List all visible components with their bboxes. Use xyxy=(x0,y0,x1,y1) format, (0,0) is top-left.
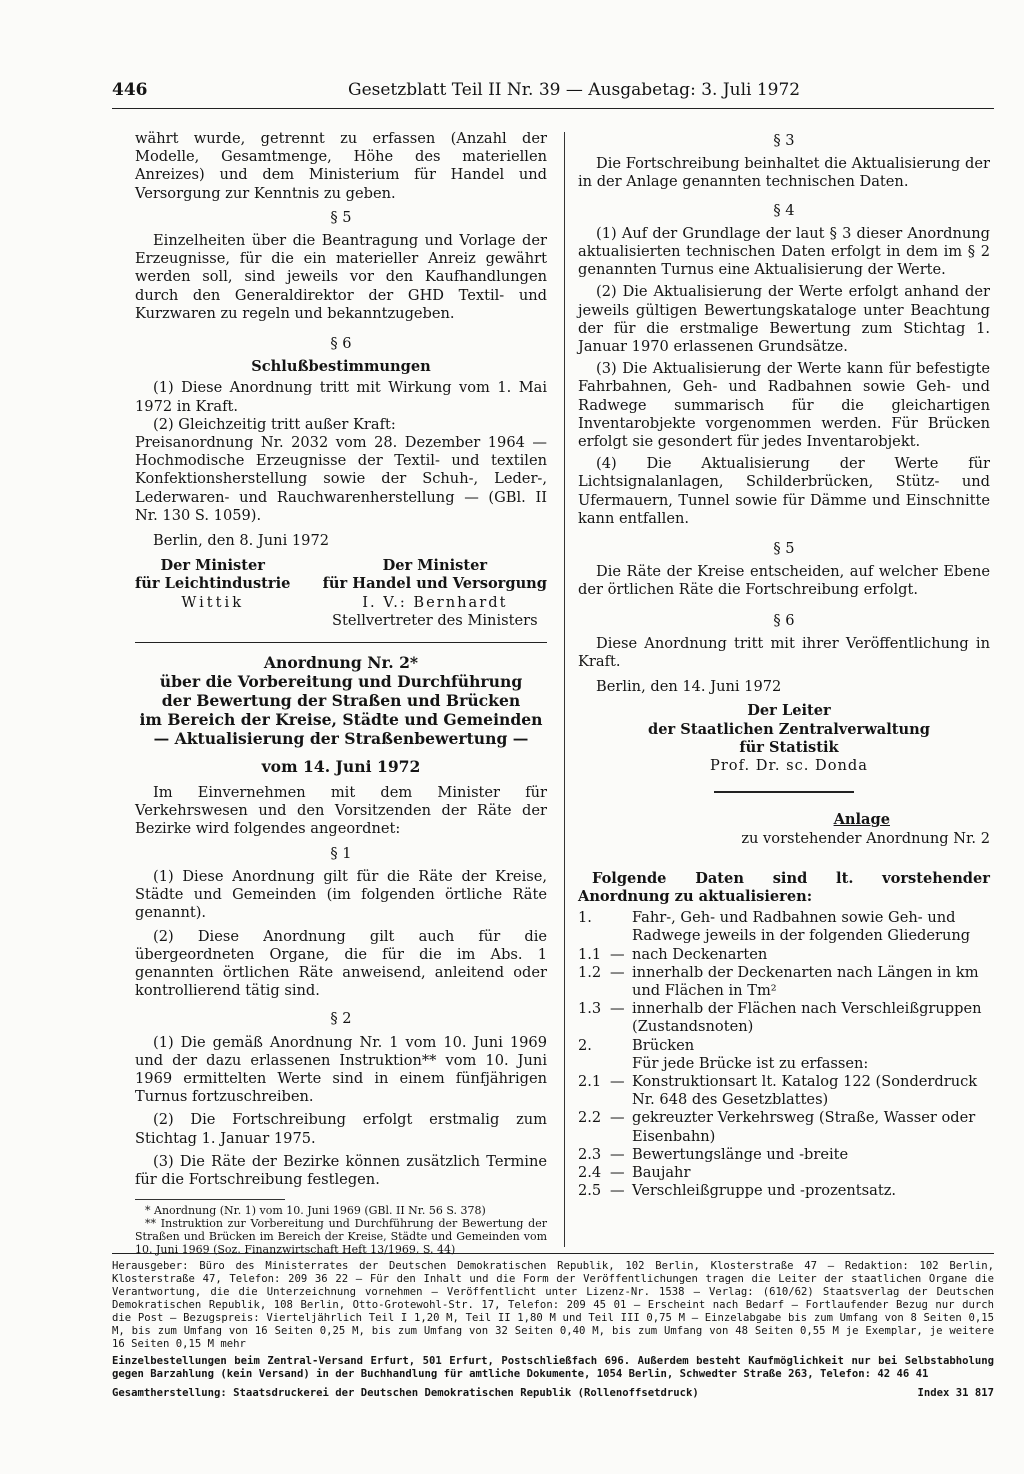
right-column xyxy=(578,132,990,1200)
signatory-title: Der Minister xyxy=(382,557,488,575)
ordinance-title-line: Anordnung Nr. 2* xyxy=(263,653,419,673)
paragraph: (4) Die Aktualisierung der Werte für Lichtsignalanlagen, Schilderbrücken, Stütz- und Ufermauern, Tunnel sowie für Dämme und Einschnitte kann entfallen. xyxy=(578,455,990,527)
separator-rule xyxy=(714,791,854,793)
section-heading: § 5 xyxy=(330,208,352,226)
place-date: Berlin, den 14. Juni 1972 xyxy=(596,678,782,696)
footnote: * Anordnung (Nr. 1) vom 10. Juni 1969 (GBl. II Nr. 56 S. 378) xyxy=(145,1204,486,1218)
signatory-office: der Staatlichen Zentralverwaltung xyxy=(648,720,930,738)
paragraph: (1) Diese Anordnung gilt für die Räte der Kreise, Städte und Gemeinden (im folgenden örtliche Räte genannt). xyxy=(135,867,547,922)
signature-block xyxy=(135,557,547,630)
paragraph: (3) Die Aktualisierung der Werte kann für befestigte Fahrbahnen, Geh- und Radbahnen sowie Geh- und Radwege summarisch für die gleichartigen Inventarobjekte vorgenommen werden. Für Brücken erfolgt sie gesondert für jedes Inventarobjekt. xyxy=(578,360,990,451)
place-date: Berlin, den 8. Juni 1972 xyxy=(153,532,330,550)
list-item: 1.2 — innerhalb der Deckenarten nach Längen in km und Flächen in Tm² xyxy=(578,963,979,999)
signature-right xyxy=(323,557,547,630)
paragraph: Im Einvernehmen mit dem Minister für Verkehrswesen und den Vorsitzenden der Räte der Bezirke wird folgendes angeordnet: xyxy=(135,784,547,838)
annex-heading: Folgende Daten sind lt. vorstehender Anordnung zu aktualisieren: xyxy=(578,869,990,905)
signatory-role: Stellvertreter des Ministers xyxy=(332,611,538,629)
section-heading: § 6 xyxy=(330,335,352,353)
continued-text: währt wurde, getrennt zu erfassen (Anzahl der Modelle, Gesamtmenge, Höhe des materiellen Anreizes) und dem Ministerium für Handel und Versorgung zur Kenntnis zu geben. xyxy=(135,130,547,202)
signature-left xyxy=(135,557,290,630)
paragraph: (1) Die gemäß Anordnung Nr. 1 vom 10. Juni 1969 und der dazu erlassenen Instruktion** vom 10. Juni 1969 ermittelten Werte sind in einem fünfjährigen Turnus fortzuschreiben. xyxy=(135,1033,547,1106)
annex-title: Anlage xyxy=(833,811,890,829)
list-item: 1.3 — innerhalb der Flächen nach Verschleißgruppen (Zustandsnoten) xyxy=(578,1000,982,1036)
imprint-order-info: Einzelbestellungen beim Zentral-Versand Erfurt, 501 Erfurt, Postschließfach 696. Außerdem besteht Kaufmöglichkeit nur bei Selbstabholung gegen Barzahlung (kein Versand) in der Buchhandlung für amtliche Dokumente, 1054 Berlin, Schwedter Straße 263, Telefon: 42 46 41 xyxy=(112,1355,994,1380)
ordinance-date: vom 14. Juni 1972 xyxy=(261,757,421,777)
list-item: Für jede Brücke ist zu erfassen: xyxy=(632,1054,869,1072)
list-item: 2.3 — Bewertungslänge und -breite xyxy=(578,1145,849,1163)
list-item: 2.2 — gekreuzter Verkehrsweg (Straße, Wasser oder Eisenbahn) xyxy=(578,1109,976,1145)
section-heading: § 6 xyxy=(773,611,795,629)
ordinance-title-line: im Bereich der Kreise, Städte und Gemeinden xyxy=(139,710,543,730)
list-item: 2.1 — Konstruktionsart lt. Katalog 122 (Sonderdruck Nr. 648 des Gesetzblattes) xyxy=(578,1072,978,1109)
ordinance-title-line: über die Vorbereitung und Durchführung xyxy=(159,672,523,692)
index-number: Index 31 817 xyxy=(917,1387,994,1399)
list-item: 1.1 — nach Deckenarten xyxy=(578,945,768,963)
header-title: Gesetzblatt Teil II Nr. 39 — Ausgabetag: 3. Juli 1972 xyxy=(348,80,801,100)
section-heading: § 1 xyxy=(330,844,352,862)
paragraph: (2) Die Fortschreibung erfolgt erstmalig zum Stichtag 1. Januar 1975. xyxy=(135,1111,547,1147)
section-heading: § 5 xyxy=(773,540,795,558)
column-divider xyxy=(564,132,565,1247)
signatory-name: Wittik xyxy=(181,593,245,611)
section-title: Schlußbestimmungen xyxy=(251,358,431,376)
imprint xyxy=(112,1253,994,1400)
header-rule xyxy=(112,108,994,109)
footnote-rule xyxy=(135,1199,285,1200)
footnote: ** Instruktion zur Vorbereitung und Durchführung der Bewertung der Straßen und Brücken im Bereich der Kreise, Städte und Gemeinden vom 10. Juni 1969 (Soz. Finanzwirtschaft Heft 13/1969, S. 44) xyxy=(135,1217,547,1257)
page-number: 446 xyxy=(112,80,148,100)
signature-block xyxy=(588,702,990,775)
signatory-name: I. V.: Bernhardt xyxy=(362,593,508,611)
list-item: 1. Fahr-, Geh- und Radbahnen sowie Geh- und Radwege jeweils in der folgenden Gliederung xyxy=(578,909,971,945)
signatory-title: Der Leiter xyxy=(747,702,831,720)
section-heading: § 4 xyxy=(773,201,795,219)
signatory-title: Der Minister xyxy=(160,557,265,575)
paragraph: Diese Anordnung tritt mit ihrer Veröffentlichung in Kraft. xyxy=(578,634,990,671)
list-item: 2.5 — Verschleißgruppe und -prozentsatz. xyxy=(578,1182,897,1200)
separator-rule xyxy=(135,642,547,643)
annex-subtitle: zu vorstehender Anordnung Nr. 2 xyxy=(741,829,990,847)
paragraph: (3) Die Räte der Bezirke können zusätzlich Termine für die Fortschreibung festlegen. xyxy=(135,1152,547,1188)
ordinance-title-line: der Bewertung der Straßen und Brücken xyxy=(161,691,521,711)
footnotes xyxy=(135,1204,547,1256)
imprint-text: Herausgeber: Büro des Ministerrates der Deutschen Demokratischen Republik, 102 Berlin, Klosterstraße 47 — Redaktion: 102 Berlin, Klosterstraße 47, Telefon: 209 36 22 — Für den Inhalt und die Form der Veröffentlichungen tragen die Leiter der staatlichen Organe die Verantwortung, die die Unterzeichnung vornehmen — Veröffentlicht unter Lizenz-Nr. 1538 — Verlag: (610/62) Staatsverlag der Deutschen Demokratischen Republik, 108 Berlin, Otto-Grotewohl-Str. 17, Telefon: 209 45 01 — Erscheint nach Bedarf — Fortlaufender Bezug nur durch die Post — Bezugspreis: Vierteljährlich Teil I 1,20 M, Teil II 1,80 M und Teil III 0,75 M — Einzelabgabe bis zum Umfang von 8 Seiten 0,15 M, bis zum Umfang von 16 Seiten 0,25 M, bis zum Umfang von 32 Seiten 0,40 M, bis zum Umfang von 48 Seiten 0,55 M je Exemplar, je weitere 16 Seiten 0,15 M mehr xyxy=(112,1260,994,1350)
list-item: 2.4 — Baujahr xyxy=(578,1163,691,1181)
ordinance-title-line: — Aktualisierung der Straßenbewertung — xyxy=(153,729,529,749)
signatory-office: für Leichtindustrie xyxy=(135,575,291,593)
paragraph: (2) Gleichzeitig tritt außer Kraft: xyxy=(153,415,396,433)
printer-info: Gesamtherstellung: Staatsdruckerei der Deutschen Demokratischen Republik (Rollenoffsetdruck) xyxy=(112,1387,699,1399)
left-column xyxy=(135,130,547,1256)
paragraph: (2) Die Aktualisierung der Werte erfolgt anhand der jeweils gültigen Bewertungskataloge unter Beachtung der für die erstmalige Bewertung zum Stichtag 1. Januar 1970 erlassenen Grundsätze. xyxy=(578,283,990,356)
paragraph: Die Fortschreibung beinhaltet die Aktualisierung der in der Anlage genannten technischen Daten. xyxy=(578,155,990,191)
signatory-name: Prof. Dr. sc. Donda xyxy=(710,757,868,775)
paragraph: Preisanordnung Nr. 2032 vom 28. Dezember 1964 — Hochmodische Erzeugnisse der Textil- und textilen Konfektionsherstellung sowie der Schuh-, Leder-, Lederwaren- und Rauchwarenherstellung — (GBl. II Nr. 130 S. 1059). xyxy=(135,434,547,524)
signatory-office: für Handel und Versorgung xyxy=(322,575,547,593)
imprint-footer xyxy=(112,1387,994,1400)
paragraph: (2) Diese Anordnung gilt auch für die übergeordneten Organe, die für die im Abs. 1 genannten örtlichen Räte anweisend, anleitend oder kontrollierend tätig sind. xyxy=(135,927,547,1000)
signatory-office: für Statistik xyxy=(739,738,839,756)
paragraph: Einzelheiten über die Beantragung und Vorlage der Erzeugnisse, für die ein materieller Anreiz gewährt werden soll, sind jeweils vor den Kaufhandlungen durch den Generaldirektor der GHD Textil- und Kurzwaren zu regeln und bekanntzugeben. xyxy=(135,232,547,322)
section-heading: § 3 xyxy=(773,132,795,149)
page-header xyxy=(112,80,994,110)
section-heading: § 2 xyxy=(330,1010,352,1028)
paragraph: Die Räte der Kreise entscheiden, auf welcher Ebene der örtlichen Räte die Fortschreibung erfolgt. xyxy=(578,563,990,599)
list-item: 2. Brücken xyxy=(578,1036,695,1054)
paragraph: (1) Diese Anordnung tritt mit Wirkung vom 1. Mai 1972 in Kraft. xyxy=(135,379,547,415)
paragraph: (1) Auf der Grundlage der laut § 3 dieser Anordnung aktualisierten technischen Daten erfolgt in dem im § 2 genannten Turnus eine Aktualisierung der Werte. xyxy=(578,224,990,279)
